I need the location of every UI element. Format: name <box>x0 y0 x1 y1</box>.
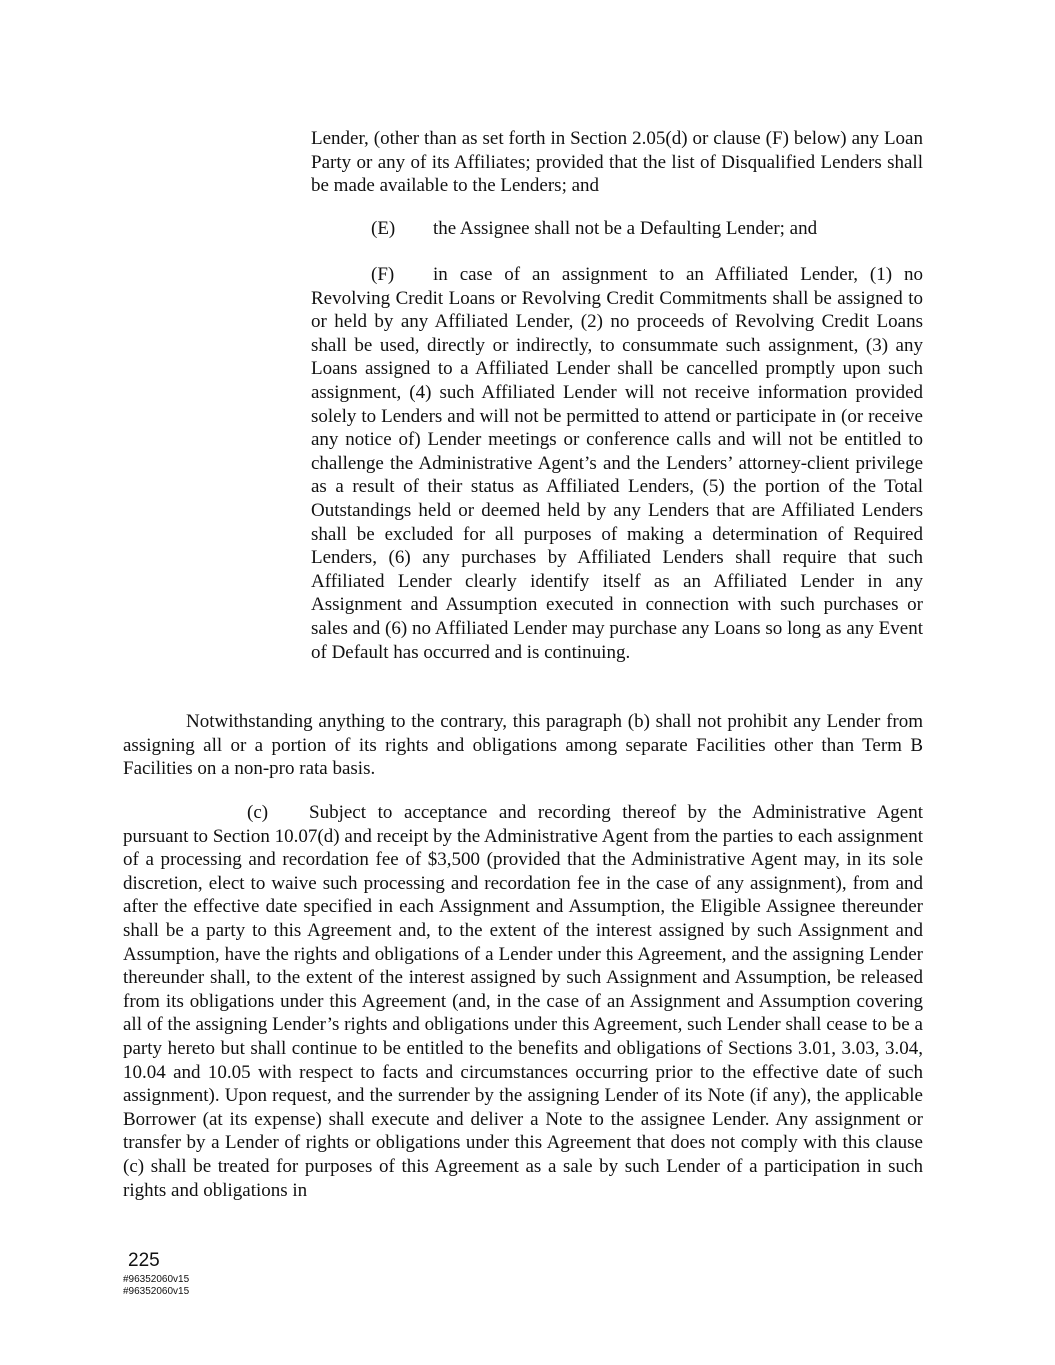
clause-e <box>311 217 923 241</box>
document-id: #96352060v15 <box>123 1286 190 1297</box>
clause-e-label: (E) <box>371 218 396 239</box>
document-id: #96352060v15 <box>123 1274 190 1285</box>
clause-f-text: in case of an assignment to an Affiliated Lender, (1) no Revolving Credit Loans or Revolving Credit Commitments shall be assigned to or held by any Affiliated Lender, (2) no proceeds of Revolving Credit Loans shall be used, directly or indirectly, to consummate such assignment, (3) any Loans assigned to a Affiliated Lender shall be cancelled promptly upon such assignment, (4) such Affiliated Lender will not receive information provided solely to Lenders and will not be permitted to attend or participate in (or receive any notice of) Lender meetings or conference calls and will not be entitled to challenge the Administrative Agent’s and the Lenders’ attorney-client privilege as a result of their status as Affiliated Lenders, (5) the portion of the Total Outstandings held or deemed held by any Lenders that are Affiliated Lenders shall be excluded for all purposes of making a determination of Required Lenders, (6) any purchases by Affiliated Lenders shall require that such Affiliated Lender clearly identify itself as an Affiliated Lender in any Assignment and Assumption executed in connection with such purchases or sales and (6) no Affiliated Lender may purchase any Loans so long as any Event of Default has occurred and is continuing. <box>311 264 923 663</box>
paragraph-c <box>123 801 923 1202</box>
paragraph-c-label: (c) <box>247 802 269 823</box>
clause-e-text: the Assignee shall not be a Defaulting Lender; and <box>433 218 818 239</box>
notwithstanding-paragraph: Notwithstanding anything to the contrary, this paragraph (b) shall not prohibit any Lender from assigning all or a portion of its rights and obligations among separate Facilities other than Term B Facilities on a non-pro rata basis. <box>123 711 923 780</box>
continuation-paragraph: Lender, (other than as set forth in Section 2.05(d) or clause (F) below) any Loan Party or any of its Affiliates; provided that the list of Disqualified Lenders shall be made available to the Lenders; and <box>311 128 923 197</box>
clause-f <box>311 263 923 664</box>
clause-f-label: (F) <box>371 264 395 285</box>
page-number: 225 <box>128 1250 160 1271</box>
paragraph-c-text: Subject to acceptance and recording thereof by the Administrative Agent pursuant to Section 10.07(d) and receipt by the Administrative Agent from the parties to each assignment of a processing and recordation fee of $3,500 (provided that the Administrative Agent may, in its sole discretion, elect to waive such processing and recordation fee in the case of any assignment), from and after the effective date specified in each Assignment and Assumption, the Eligible Assignee thereunder shall be a party to this Agreement and, to the extent of the interest assigned by such Assignment and Assumption, have the rights and obligations of a Lender under this Agreement, and the assigning Lender thereunder shall, to the extent of the interest assigned by such Assignment and Assumption, be released from its obligations under this Agreement (and, in the case of an Assignment and Assumption covering all of the assigning Lender’s rights and obligations under this Agreement, such Lender shall cease to be a party hereto but shall continue to be entitled to the benefits and obligations of Sections 3.01, 3.03, 3.04, 10.04 and 10.05 with respect to facts and circumstances occurring prior to the effective date of such assignment). Upon request, and the surrender by the assigning Lender of its Note (if any), the applicable Borrower (at its expense) shall execute and deliver a Note to the assignee Lender. Any assignment or transfer by a Lender of rights or obligations under this Agreement that does not comply with this clause (c) shall be treated for purposes of this Agreement as a sale by such Lender of a participation in such rights and obligations in <box>123 802 923 1201</box>
